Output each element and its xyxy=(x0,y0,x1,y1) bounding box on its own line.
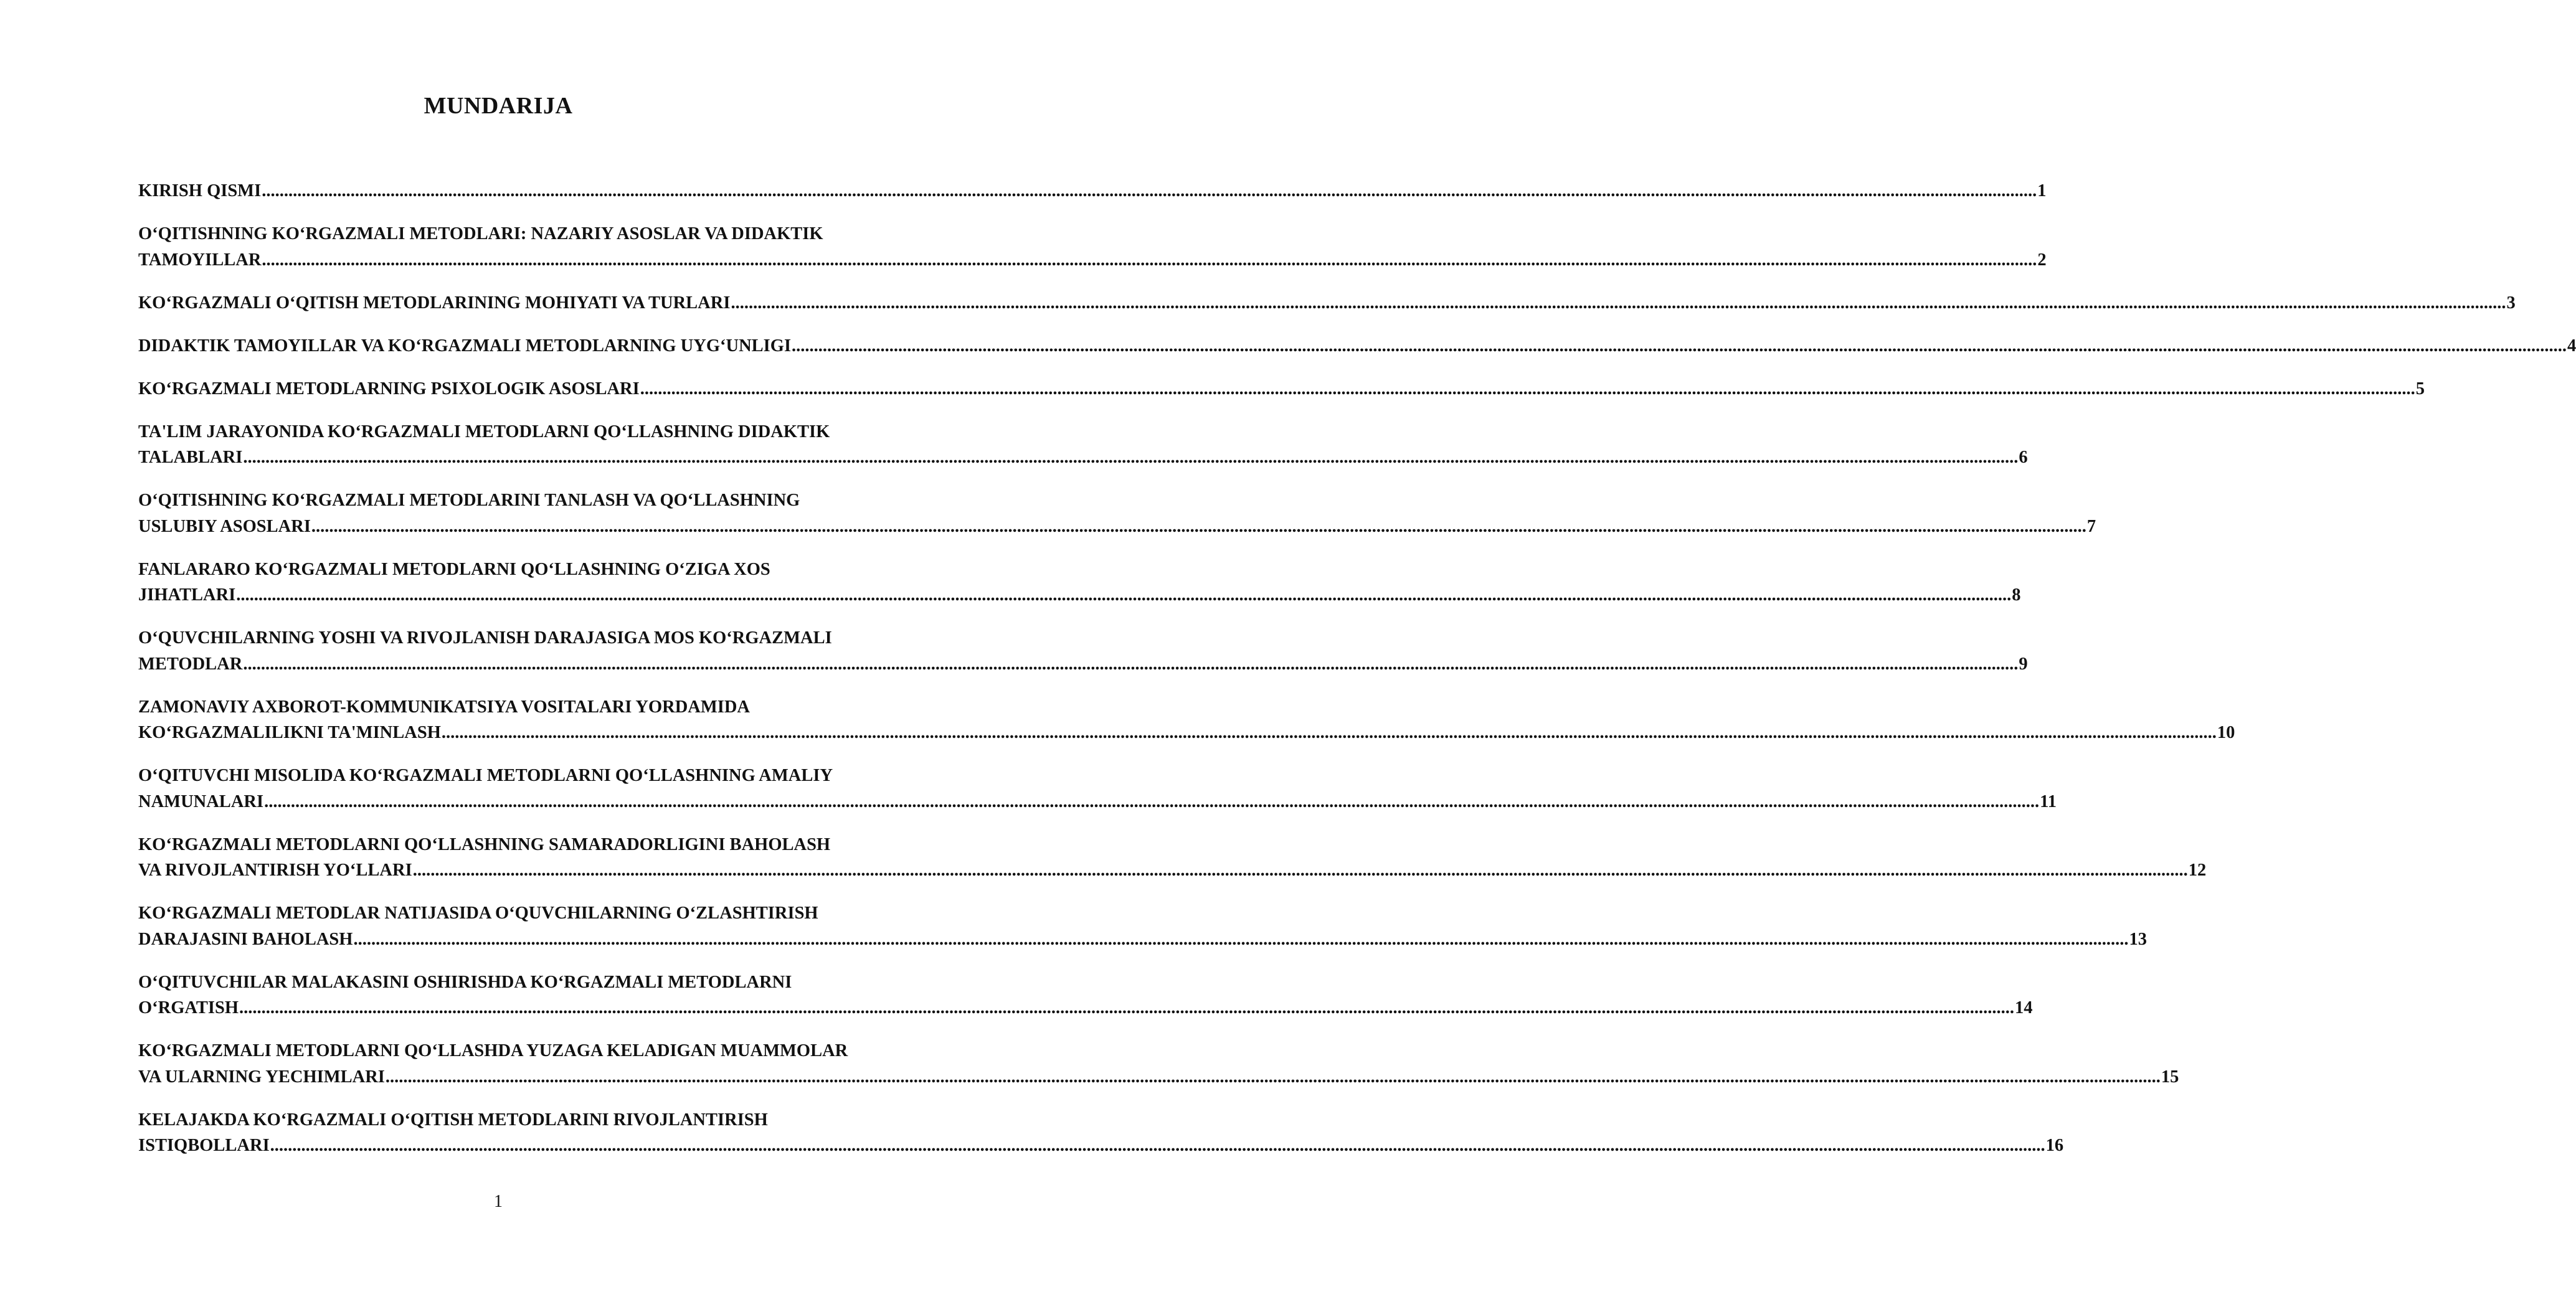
toc-entry-page: 5 xyxy=(2415,379,2425,399)
toc-entry-line xyxy=(138,178,2047,204)
toc-entry[interactable] xyxy=(138,557,2021,608)
dot-leader: ................................................................................................................................................................................................................................................................................................................................................................................................................ xyxy=(353,929,2129,949)
dot-leader: ................................................................................................................................................................................................................................................................................................................................................................................................................ xyxy=(792,336,2567,356)
toc-entry-title: TALABLARI xyxy=(138,448,243,467)
toc-entry[interactable] xyxy=(138,970,2033,1021)
toc-entry-title: JIHATLARI xyxy=(138,585,236,605)
toc-entry-title-line1: O‘QITISHNING KO‘RGAZMALI METODLARINI TANLASH VA QO‘LLASHNING xyxy=(138,491,800,510)
toc-entry[interactable] xyxy=(138,419,2028,471)
toc-entry-page: 15 xyxy=(2161,1067,2179,1087)
toc-entry-line xyxy=(138,651,2028,678)
dot-leader: ................................................................................................................................................................................................................................................................................................................................................................................................................ xyxy=(243,448,2019,467)
dot-leader: ................................................................................................................................................................................................................................................................................................................................................................................................................ xyxy=(236,585,2012,605)
toc-entry-line xyxy=(138,290,2516,316)
toc-entry-line xyxy=(138,995,2033,1021)
dot-leader: ................................................................................................................................................................................................................................................................................................................................................................................................................ xyxy=(262,181,2037,201)
dot-leader: ................................................................................................................................................................................................................................................................................................................................................................................................................ xyxy=(412,861,2188,880)
toc-entry-title: DARAJASINI BAHOLASH xyxy=(138,929,353,949)
toc-entry-title-line1: FANLARARO KO‘RGAZMALI METODLARNI QO‘LLASHNING O‘ZIGA XOS xyxy=(138,559,770,579)
dot-leader: ................................................................................................................................................................................................................................................................................................................................................................................................................ xyxy=(239,998,2014,1018)
page-title: MUNDARIJA xyxy=(424,93,573,119)
toc-entry-line xyxy=(138,445,2028,471)
toc-entry-page: 8 xyxy=(2012,585,2021,605)
toc-entry-title-line1: TA'LIM JARAYONIDA KO‘RGAZMALI METODLARNI QO‘LLASHNING DIDAKTIK xyxy=(138,422,830,441)
toc-entry-line xyxy=(138,333,2576,359)
toc-entry-line xyxy=(138,720,2235,746)
toc-entry-title-line1: O‘QITUVCHILAR MALAKASINI OSHIRISHDA KO‘RGAZMALI METODLARNI xyxy=(138,972,792,992)
toc-entry-page: 11 xyxy=(2040,791,2057,811)
toc-entry-title: O‘RGATISH xyxy=(138,998,239,1018)
toc-entry[interactable] xyxy=(138,221,2047,273)
toc-entry-title: KIRISH QISMI xyxy=(138,181,262,201)
toc-entry[interactable] xyxy=(138,333,2576,359)
toc-entry-page: 3 xyxy=(2506,293,2516,313)
toc-entry-page: 6 xyxy=(2019,448,2028,467)
toc-entry-title: METODLAR xyxy=(138,654,243,674)
toc-entry-title: KO‘RGAZMALI METODLARNING PSIXOLOGIK ASOSLARI xyxy=(138,379,640,399)
toc-entry-title: USLUBIY ASOSLARI xyxy=(138,516,311,536)
toc-entry[interactable] xyxy=(138,1038,2179,1090)
dot-leader: ................................................................................................................................................................................................................................................................................................................................................................................................................ xyxy=(264,791,2040,811)
toc-entry-page: 7 xyxy=(2086,516,2096,536)
toc-entry-title-line1: O‘QITISHNING KO‘RGAZMALI METODLARI: NAZARIY ASOSLAR VA DIDAKTIK xyxy=(138,224,823,243)
toc-entry-title-line1: ZAMONAVIY AXBOROT-KOMMUNIKATSIYA VOSITALARI YORDAMIDA xyxy=(138,697,751,717)
toc-entry-page: 4 xyxy=(2567,336,2576,356)
table-of-contents xyxy=(138,178,2576,1176)
toc-entry[interactable] xyxy=(138,178,2047,204)
toc-entry-line xyxy=(138,582,2021,608)
toc-entry[interactable] xyxy=(138,900,2147,952)
toc-entry-title: KO‘RGAZMALI O‘QITISH METODLARINING MOHIYATI VA TURLARI xyxy=(138,293,731,313)
dot-leader: ................................................................................................................................................................................................................................................................................................................................................................................................................ xyxy=(640,379,2415,399)
dot-leader: ................................................................................................................................................................................................................................................................................................................................................................................................................ xyxy=(270,1136,2045,1155)
toc-entry[interactable] xyxy=(138,832,2207,884)
toc-entry[interactable] xyxy=(138,376,2425,402)
toc-entry-line xyxy=(138,514,2096,540)
page-number: 1 xyxy=(494,1192,503,1211)
toc-entry-page: 12 xyxy=(2188,861,2207,880)
toc-entry-line xyxy=(138,1133,2064,1159)
toc-entry-title-line1: O‘QUVCHILARNING YOSHI VA RIVOJLANISH DARAJASIGA MOS KO‘RGAZMALI xyxy=(138,628,832,648)
dot-leader: ................................................................................................................................................................................................................................................................................................................................................................................................................ xyxy=(262,250,2037,270)
toc-entry-title-line1: KO‘RGAZMALI METODLARNI QO‘LLASHDA YUZAGA KELADIGAN MUAMMOLAR xyxy=(138,1041,848,1060)
dot-leader: ................................................................................................................................................................................................................................................................................................................................................................................................................ xyxy=(385,1067,2161,1087)
toc-entry[interactable] xyxy=(138,625,2028,677)
toc-entry-line xyxy=(138,857,2207,884)
toc-entry[interactable] xyxy=(138,694,2235,746)
toc-entry-page: 9 xyxy=(2019,654,2028,674)
dot-leader: ................................................................................................................................................................................................................................................................................................................................................................................................................ xyxy=(243,654,2019,674)
toc-entry[interactable] xyxy=(138,763,2057,814)
toc-entry[interactable] xyxy=(138,290,2516,316)
toc-entry-line xyxy=(138,1064,2179,1090)
toc-entry-line xyxy=(138,376,2425,402)
toc-entry-title-line1: O‘QITUVCHI MISOLIDA KO‘RGAZMALI METODLARNI QO‘LLASHNING AMALIY xyxy=(138,766,833,785)
toc-entry-page: 16 xyxy=(2045,1136,2064,1155)
toc-entry-title: KO‘RGAZMALILIKNI TA'MINLASH xyxy=(138,723,441,742)
dot-leader: ................................................................................................................................................................................................................................................................................................................................................................................................................ xyxy=(441,723,2217,742)
toc-entry-page: 13 xyxy=(2129,929,2147,949)
toc-entry-line xyxy=(138,927,2147,953)
toc-entry-page: 2 xyxy=(2037,250,2047,270)
dot-leader: ................................................................................................................................................................................................................................................................................................................................................................................................................ xyxy=(311,516,2086,536)
toc-entry-page: 1 xyxy=(2037,181,2047,201)
toc-entry-title: VA ULARNING YECHIMLARI xyxy=(138,1067,385,1087)
toc-entry-title: VA RIVOJLANTIRISH YO‘LLARI xyxy=(138,861,412,880)
toc-entry-title-line1: KELAJAKDA KO‘RGAZMALI O‘QITISH METODLARINI RIVOJLANTIRISH xyxy=(138,1110,768,1130)
toc-entry-line xyxy=(138,789,2057,815)
toc-entry-page: 14 xyxy=(2015,998,2033,1018)
toc-entry-page: 10 xyxy=(2217,723,2235,742)
toc-entry-line xyxy=(138,247,2047,273)
toc-entry-title: ISTIQBOLLARI xyxy=(138,1136,270,1155)
toc-entry-title-line1: KO‘RGAZMALI METODLARNI QO‘LLASHNING SAMARADORLIGINI BAHOLASH xyxy=(138,834,831,854)
toc-entry-title-line1: KO‘RGAZMALI METODLAR NATIJASIDA O‘QUVCHILARNING O‘ZLASHTIRISH xyxy=(138,904,818,923)
toc-entry-title: TAMOYILLAR xyxy=(138,250,262,270)
dot-leader: ................................................................................................................................................................................................................................................................................................................................................................................................................ xyxy=(731,293,2506,313)
toc-entry-title: DIDAKTIK TAMOYILLAR VA KO‘RGAZMALI METODLARNING UYG‘UNLIGI xyxy=(138,336,792,356)
toc-entry-title: NAMUNALARI xyxy=(138,791,264,811)
toc-entry[interactable] xyxy=(138,488,2096,539)
toc-entry[interactable] xyxy=(138,1107,2064,1159)
